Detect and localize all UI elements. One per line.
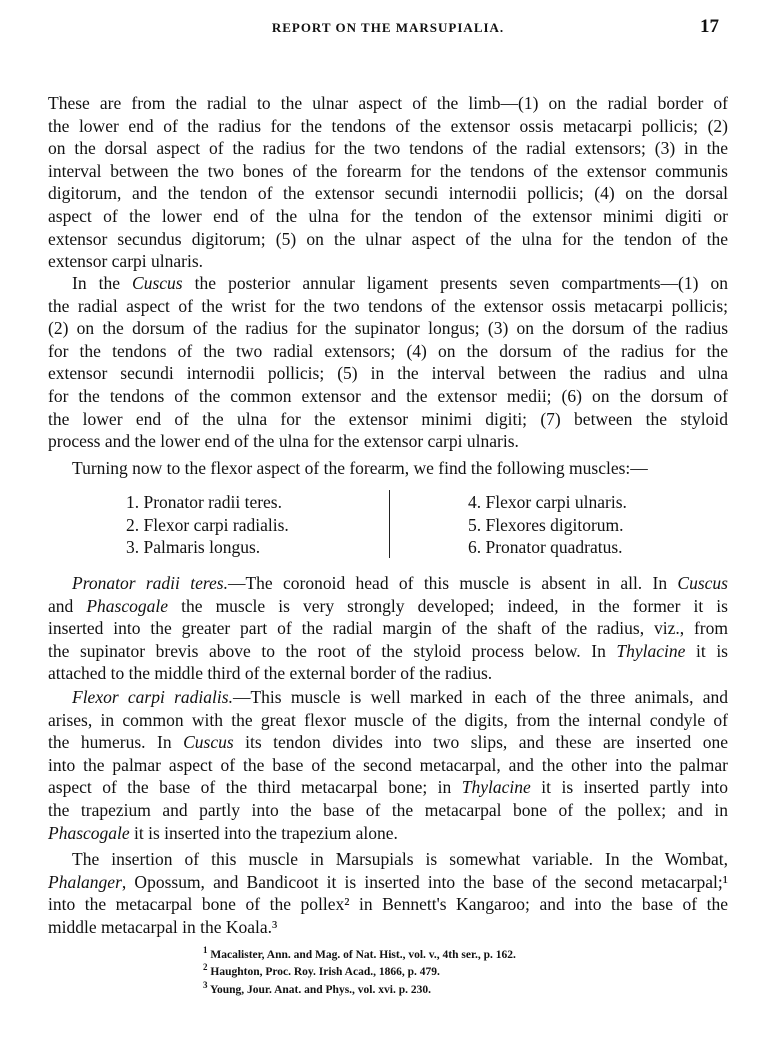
text-span: —This muscle is well marked in each of the three animals, and (232, 687, 728, 707)
italic-term: Thylacine (461, 777, 531, 798)
text-line (48, 754, 728, 776)
text-span: In the (72, 273, 133, 293)
text-span: Turning now to the flexor aspect of the forearm, we find the following muscles:— (72, 458, 648, 478)
column-divider (389, 490, 390, 558)
text-span: into the metacarpal bone of the pollex² in Bennett's Kangaroo; and into the base of the (48, 894, 728, 915)
italic-term: Phascogale (86, 595, 169, 616)
text-span: it is inserted into the trapezium alone. (129, 822, 398, 843)
text-span: The insertion of this muscle in Marsupials is somewhat variable. In the Wombat, (72, 849, 728, 869)
text-line (72, 572, 728, 594)
footnote (203, 947, 516, 963)
italic-term: Cuscus (132, 273, 183, 293)
text-line (48, 776, 728, 798)
italic-term: Flexor carpi radialis. (72, 687, 233, 707)
text-span: extensor secundus digitorum; (5) on the ulnar aspect of the ulna for the tendon of the (48, 228, 728, 249)
text-line (48, 362, 728, 384)
text-span: aspect of the base of the third metacarpal bone; in (48, 777, 462, 798)
text-span: for the tendons of the common extensor and the extensor medii; (6) on the dorsum of (48, 386, 728, 406)
text-span: the supinator brevis above to the root of the styloid process below. In (48, 640, 617, 661)
text-line (48, 731, 728, 753)
text-span: extensor carpi ulnaris. (48, 251, 204, 272)
italic-term: Cuscus (677, 573, 728, 593)
text-span: the posterior annular ligament presents seven compartments—(1) on (182, 273, 728, 293)
text-span: into the palmar aspect of the base of the second metacarpal, and the other into the palmar (48, 754, 728, 775)
text-line (48, 408, 728, 430)
text-line (48, 228, 728, 250)
text-line (48, 92, 728, 114)
footnote-text: Haughton, Proc. Roy. Irish Acad., 1866, p. 479. (210, 966, 440, 978)
footnote-mark: 2 (203, 962, 208, 973)
text-line (48, 871, 728, 893)
text-line (48, 295, 728, 317)
text-line (48, 115, 728, 137)
text-span: extensor secundi internodii pollicis; (5) in the interval between the radius and ulna (48, 363, 728, 384)
list-item: 5. Flexores digitorum. (468, 515, 624, 535)
footnote-text: Young, Jour. Anat. and Phys., vol. xvi. p. 230. (209, 984, 431, 996)
text-span: its tendon divides into two slips, and these are inserted one (233, 732, 728, 753)
text-span: it is inserted partly into (530, 777, 729, 798)
text-line (48, 205, 728, 227)
list-item: 2. Flexor carpi radialis. (126, 515, 289, 535)
italic-term: Phascogale (48, 822, 130, 843)
text-line (48, 250, 728, 272)
text-span: attached to the middle third of the external border of the radius. (48, 663, 493, 684)
text-span: digitorum, and the tendon of the extensor secundi internodii pollicis; (4) on the dorsal (48, 183, 728, 204)
text-line (72, 272, 728, 294)
text-line (48, 709, 728, 731)
text-span: These are from the radial to the ulnar aspect of the limb—(1) on the radial border of (48, 93, 728, 113)
list-item: 4. Flexor carpi ulnaris. (468, 492, 627, 512)
text-span: (2) on the dorsum of the radius for the supinator longus; (3) on the dorsum of the radius (48, 318, 728, 339)
text-span: the lower end of the ulna for the extensor minimi digiti; (7) between the styloid (48, 408, 728, 429)
text-line (48, 662, 728, 684)
running-header: REPORT ON THE MARSUPIALIA. (271, 20, 505, 35)
footnote-text: Macalister, Ann. and Mag. of Nat. Hist., vol. v., 4th ser., p. 162. (210, 949, 516, 961)
text-span: and (48, 595, 87, 616)
footnote (203, 964, 440, 980)
footnote (203, 982, 431, 998)
text-line (48, 595, 728, 617)
list-item: 1. Pronator radii teres. (126, 492, 282, 512)
text-line (48, 182, 728, 204)
text-line (48, 893, 728, 915)
text-line (48, 385, 728, 407)
text-span: the humerus. In (48, 732, 184, 753)
text-span: arises, in common with the great flexor muscle of the digits, from the internal condyle of (48, 709, 728, 730)
text-line (48, 137, 728, 159)
italic-term: Phalanger (48, 871, 122, 892)
text-line (48, 640, 728, 662)
text-span: the muscle is very strongly developed; indeed, in the former it is (168, 595, 728, 616)
text-span: —The coronoid head of this muscle is absent in all. In (227, 573, 678, 593)
text-span: the trapezium and partly into the base of the metacarpal bone of the pollex; and in (48, 800, 728, 820)
footnote-mark: 1 (203, 945, 208, 956)
text-span: the lower end of the radius for the tendons of the extensor ossis metacarpi pollicis; (2) (48, 115, 728, 136)
text-span: on the dorsal aspect of the radius for the two tendons of the radial extensors; (3) in the (48, 138, 728, 159)
text-span: interval between the two bones of the forearm for the tendons of the extensor communis (48, 160, 728, 181)
text-line (72, 457, 728, 479)
text-line (48, 340, 728, 362)
text-line (48, 160, 728, 182)
text-span: middle metacarpal in the Koala.³ (48, 916, 278, 937)
footnote-mark: 3 (203, 980, 208, 991)
text-span: process and the lower end of the ulna for the extensor carpi ulnaris. (48, 431, 519, 452)
italic-term: Pronator radii teres. (72, 573, 228, 593)
text-span: for the tendons of the two radial extensors; (4) on the dorsum of the radius for the (48, 340, 728, 361)
text-span: the radial aspect of the wrist for the two tendons of the extensor ossis metacarpi pollicis; (48, 295, 728, 316)
text-span: it is (685, 640, 728, 661)
italic-term: Cuscus (183, 732, 234, 753)
text-line (72, 848, 728, 870)
text-span: , Opossum, and Bandicoot it is inserted into the base of the second metacarpal;¹ (121, 871, 728, 892)
text-line (48, 617, 728, 639)
italic-term: Thylacine (616, 640, 686, 661)
text-line (48, 799, 728, 821)
text-span: inserted into the greater part of the radial margin of the shaft of the radius, viz., from (48, 618, 728, 639)
text-line (48, 317, 728, 339)
text-line (48, 916, 728, 938)
text-line (48, 822, 728, 844)
list-item: 3. Palmaris longus. (126, 537, 261, 557)
text-line (48, 430, 728, 452)
text-line (72, 686, 728, 708)
text-span: aspect of the lower end of the ulna for the tendon of the extensor minimi digiti or (48, 206, 728, 226)
list-item: 6. Pronator quadratus. (468, 537, 623, 557)
page-number: 17 (700, 16, 719, 37)
